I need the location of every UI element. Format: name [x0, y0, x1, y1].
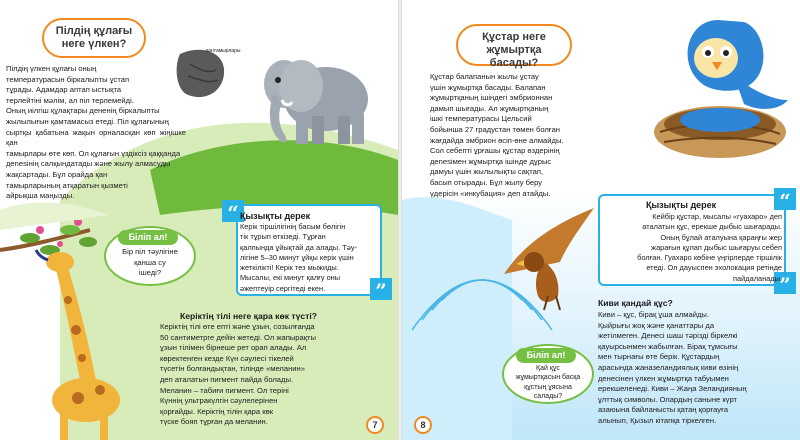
- right-body-text: Құстар балапанын жылы ұстау үшін жұмыртқа басады. Балапан жұмыртқаның ішіндегі эмбрионнан дамып шығады. Ал жұмыртқаның ішкі температурасы Цельсий бойынша 27 градустан төмен болған жағдайда эмбрион өсіп-өне алмайды. Сол себепті ұрғашы құстар өздерінің дenesiмен жұмыртқа ішінде дұрыс дамуы үшін жылылықты сақтап, басып отырады. Бұл жылу беру үдерісін «инкубация» деп атайды.: [430, 72, 564, 198]
- page-title: Пілдің құлағы неге үлкен?: [42, 18, 146, 58]
- bilin-al-text: Бір піл тәулігіне қанша су ішеді?: [122, 247, 178, 278]
- eagle-illustration: [494, 204, 604, 314]
- right-subhead: Киви қандай құс?: [598, 298, 673, 308]
- elephant-illustration: [246, 44, 376, 154]
- bilin-al-text: Қай құс жұмыртқасын басқа құстың ұясына салады?: [515, 365, 581, 401]
- bilin-al-title: Біліп ал!: [118, 230, 178, 245]
- page-number: 7: [366, 416, 384, 434]
- nest-illustration: [640, 92, 800, 172]
- fact-title: Қызықты дерек: [646, 200, 717, 210]
- left-body-text: Пілдің үлкен құлағы оның температурасын біркалыпты ұстап тұрады. Адамдар аптап ыстықта терлейтіні мәлім, ал піл терлемейді. Оның иілгіш құлақтары дененің біркалыпты жылылығын қамтамасыз етеді. Піл құлағының сыртқы қабатына жақын орналасқан көп жіңішке қан тамырлары өте көп. Ол құлағын үздіксіз қаққанда дenesiнің салқындатады және жылу алмасуды жақсартады. Бұл орайда қан тамырларының атқаратын қызметі айрықша маңызды.: [6, 64, 186, 201]
- fact-title: Қызықты дерек: [240, 211, 311, 221]
- bilin-al-title: Біліп ал!: [516, 348, 576, 363]
- fact-text: Керік тіршілігінің басым бөлігін тік тұрып өткізеді. Тұрған қалпында ұйықтай да алады. Тәу- лігіне 5–30 минут ұйқы керік үшін жеткілікті! Керік тез мыжиды. Мысалы, екі минут қалғу оны әжептеуір сергітеді екен.: [240, 222, 358, 293]
- quote-icon: “: [222, 200, 244, 222]
- left-page: [0, 0, 398, 440]
- ear-label: қантамырлары: [206, 48, 241, 54]
- page-number: 8: [414, 416, 432, 434]
- left-body-text-2: Керіктің тілі өте епті және ұзын, созылғанда 50 сантиметрге дейін жетеді. Ол жапырақты ұзын тілімен бірнеше рет орап алады. Ал көректенген кезде Күн сәулесі тікелей түсетін болғандықтан, тілінде «меланин» деп аталатын пигмент пайда болады. Меланин – табиғи пигмент. Ол теріні Күннің ультракүлгін сәулелерінен қорғайды. Керіктің тілін қара көк түске бояп тұрған да меланин.: [160, 322, 316, 427]
- quote-icon: ”: [370, 278, 392, 300]
- left-subhead: Керіктің тілі неге қара көк түсті?: [180, 311, 318, 321]
- right-page: [402, 0, 800, 440]
- quote-icon: “: [774, 188, 796, 210]
- page-title: Құстар неге жұмыртқа басады?: [456, 24, 572, 66]
- quote-icon: ”: [774, 272, 796, 294]
- fact-text: Кейбір құстар, мысалы «гуахаро» деп аталатын құс, ерекше дыбыс шығарады. Оның бұлай аталуына қараңғы жер жарағын құлап дыбыс шығаруы себеп болған. Гуахаро көбіне үңгірлерде тіршілік етеді. Ол дауыспен эхолокация ретінде пайдаланады.: [637, 212, 782, 283]
- right-body-text-2: Киви – құс, бірақ ұша алмайды. Қыйрығы жоқ және қанаттары да жетілмеген. Денесі шаш тәрізді біркелкі қауырсынмен жабылған. Бірақ тұмсығы мен тырнағы өте берік. Құстардың арасында жаназеландиялық киви өзінің денесінен үлкен жұмыртқа табуымен ерекшеленеді. Киви – Жаңа Зеландияның ұлттық символы. Олардың саныне күрт азаюына байланысты қатаң қорғауға алынып, Қызыл кітапқа тіркелген.: [598, 310, 747, 425]
